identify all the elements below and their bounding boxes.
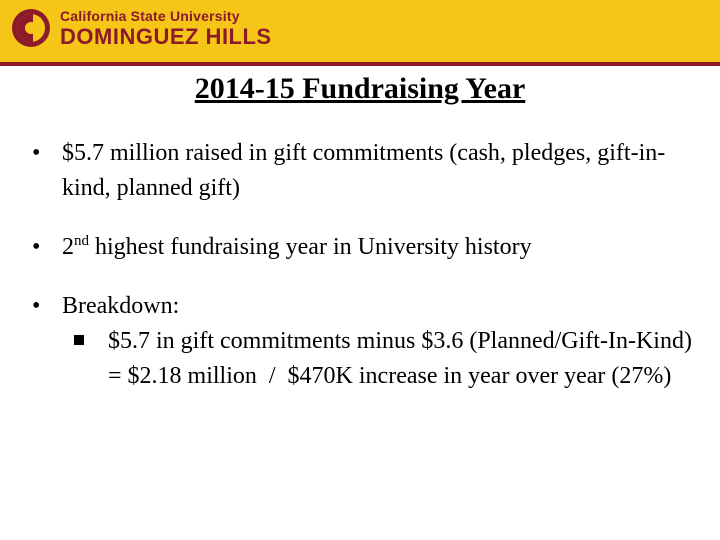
header-bar — [0, 0, 720, 62]
university-logo-icon — [10, 7, 52, 49]
bullet-dot-icon: • — [32, 234, 41, 260]
logo-text-line1: California State University — [60, 8, 240, 24]
bullet-list — [32, 136, 702, 418]
ordinal-suffix: nd — [74, 233, 89, 249]
logo-text-line2: DOMINGUEZ HILLS — [60, 24, 272, 49]
ordinal-number: 2 — [62, 234, 74, 260]
square-bullet-icon — [74, 335, 84, 345]
bullet-item — [32, 230, 702, 265]
bullet-text: $5.7 million raised in gift commitments (cash, pledges, gift-in-kind, planned gift) — [62, 140, 666, 201]
bullet-item — [32, 136, 702, 206]
bullet-text: Breakdown: — [62, 293, 180, 319]
bullet-item — [32, 289, 702, 394]
sub-bullet-item — [74, 324, 702, 394]
slide-title: 2014-15 Fundraising Year — [194, 72, 526, 105]
sub-bullet-text: $5.7 in gift commitments minus $3.6 (Planned/Gift-In-Kind) = $2.18 million / $470K increase in year over year (27%) — [108, 328, 698, 389]
bullet-text: highest fundraising year in University history — [89, 234, 532, 260]
bullet-dot-icon: • — [32, 140, 41, 166]
bullet-dot-icon: • — [32, 293, 41, 319]
header-divider — [0, 62, 720, 66]
